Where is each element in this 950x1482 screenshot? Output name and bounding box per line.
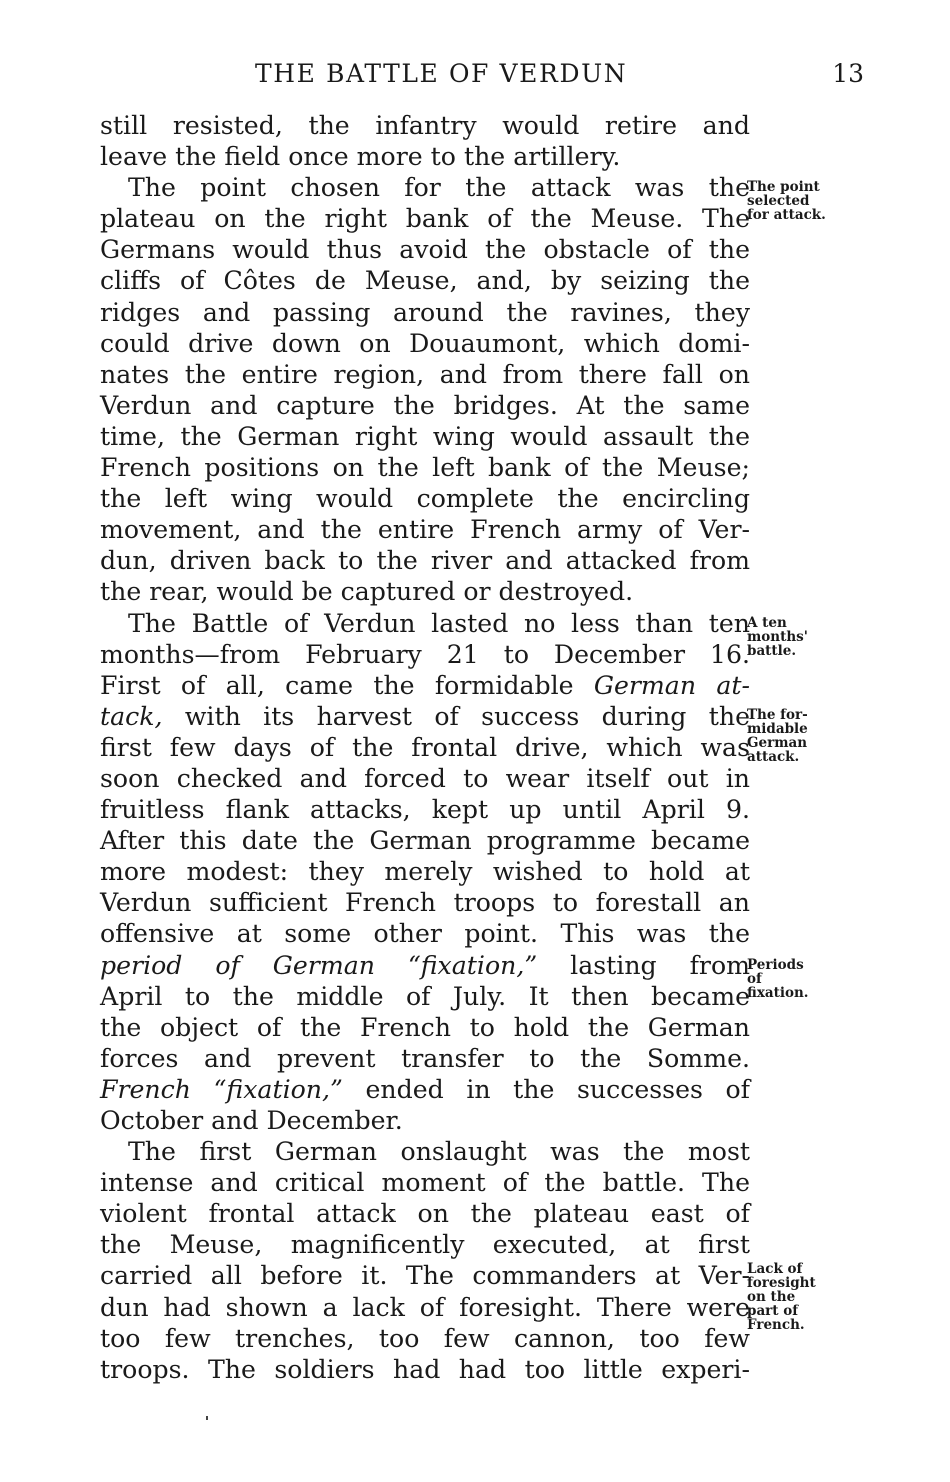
text-line: dun had shown a lack of foresight. There were	[100, 1292, 750, 1322]
text-line: fruitless flank attacks, kept up until April 9.	[100, 795, 750, 825]
margin-note-line: Lack of	[747, 1261, 803, 1277]
text-line: too few trenches, too few cannon, too few	[100, 1323, 750, 1353]
margin-note	[747, 958, 809, 1000]
margin-note-line: battle.	[747, 643, 797, 659]
text-line: October and December.	[100, 1106, 403, 1135]
text-line: still resisted, the infantry would retire and	[100, 111, 750, 140]
text-run: ended in the successes of	[342, 1074, 750, 1104]
margin-note-line: on the	[747, 1289, 796, 1305]
text-line: offensive at some other point. This was the	[100, 919, 750, 949]
text-line: April to the middle of July. It then became	[100, 981, 750, 1011]
text-line: forces and prevent transfer to the Somme.	[100, 1043, 750, 1073]
margin-note	[747, 180, 826, 222]
paragraph	[100, 110, 750, 172]
margin-note	[747, 708, 808, 764]
margin-note	[747, 1262, 816, 1332]
text-line: months—from February 21 to December 16.	[100, 639, 750, 669]
text-line: the object of the French to hold the German	[100, 1012, 750, 1042]
text-line: French positions on the left bank of the Meuse;	[100, 453, 750, 483]
margin-note-line: foresight	[747, 1275, 816, 1291]
text-line: soon checked and forced to wear itself out in	[100, 763, 750, 793]
text-line: plateau on the right bank of the Meuse. The	[100, 204, 750, 234]
text-line: leave the field once more to the artillery.	[100, 142, 621, 172]
margin-note	[747, 616, 808, 658]
text-run: lasting from	[537, 950, 751, 980]
text-line: cliffs of Côtes de Meuse, and, by seizing the	[100, 266, 750, 296]
text-line: could drive down on Douaumont, which domi-	[100, 328, 750, 358]
text-line: violent frontal attack on the plateau east of	[100, 1199, 750, 1229]
text-line: After this date the German programme became	[100, 826, 750, 856]
emphasis-text: period of German “fixation,”	[100, 950, 538, 980]
text-line: the Meuse, magnificently executed, at first	[100, 1230, 750, 1260]
margin-note-line: The for-	[747, 707, 808, 723]
margin-note-line: of	[747, 971, 762, 987]
text-line	[100, 950, 750, 981]
text-line: Verdun sufficient French troops to forestall an	[100, 888, 750, 918]
margin-note-line: for attack.	[747, 207, 826, 223]
paragraph	[100, 1136, 750, 1385]
margin-note-line: German	[747, 735, 808, 751]
paragraph	[100, 172, 750, 607]
margin-note-line: selected	[747, 193, 810, 209]
text-line: intense and critical moment of the battle. The	[100, 1168, 750, 1198]
running-title: THE BATTLE OF VERDUN	[255, 59, 628, 88]
emphasis-text: tack,	[100, 701, 163, 731]
text-line: The first German onslaught was the most	[128, 1137, 750, 1167]
margin-note-line: months'	[747, 629, 808, 645]
margin-note-line: attack.	[747, 749, 800, 765]
emphasis-text: German at-	[593, 670, 750, 700]
text-line: first few days of the frontal drive, which was	[100, 732, 750, 762]
body-text	[100, 110, 750, 1385]
text-line: Verdun and capture the bridges. At the same	[100, 390, 750, 420]
margin-note-line: part of	[747, 1303, 799, 1319]
text-line	[100, 670, 750, 701]
page-header	[100, 58, 864, 90]
margin-note-line: fixation.	[747, 985, 809, 1001]
text-line: carried all before it. The commanders at Ver-	[100, 1261, 750, 1291]
margin-note-line: The point	[747, 179, 820, 195]
text-line: time, the German right wing would assault the	[100, 421, 750, 451]
text-line: Germans would thus avoid the obstacle of the	[100, 235, 750, 265]
margin-note-line: midable	[747, 721, 808, 737]
text-line	[100, 1074, 750, 1105]
emphasis-text: French “fixation,”	[100, 1074, 343, 1104]
text-line	[100, 701, 750, 732]
text-line: The Battle of Verdun lasted no less than ten	[128, 608, 750, 638]
text-line: The point chosen for the attack was the	[128, 173, 750, 203]
text-line: dun, driven back to the river and attacked from	[100, 546, 750, 576]
paragraph	[100, 608, 750, 1137]
text-line: ridges and passing around the ravines, they	[100, 297, 750, 327]
text-line: the left wing would complete the encircling	[100, 484, 750, 514]
text-line: the rear, would be captured or destroyed.	[100, 577, 634, 607]
text-run: First of all, came the formidable	[100, 670, 594, 700]
text-run: with its harvest of success during the	[162, 701, 750, 731]
text-line: movement, and the entire French army of Ver-	[100, 515, 750, 545]
margin-note-line: Periods	[747, 957, 804, 973]
text-line: more modest: they merely wished to hold at	[100, 857, 750, 887]
text-line: troops. The soldiers had had too little experi-	[100, 1354, 750, 1384]
text-line: nates the entire region, and from there fall on	[100, 359, 750, 389]
page-number: 13	[832, 59, 864, 88]
margin-note-line: French.	[747, 1317, 805, 1333]
print-speck	[206, 1416, 208, 1420]
margin-note-line: A ten	[747, 615, 787, 631]
